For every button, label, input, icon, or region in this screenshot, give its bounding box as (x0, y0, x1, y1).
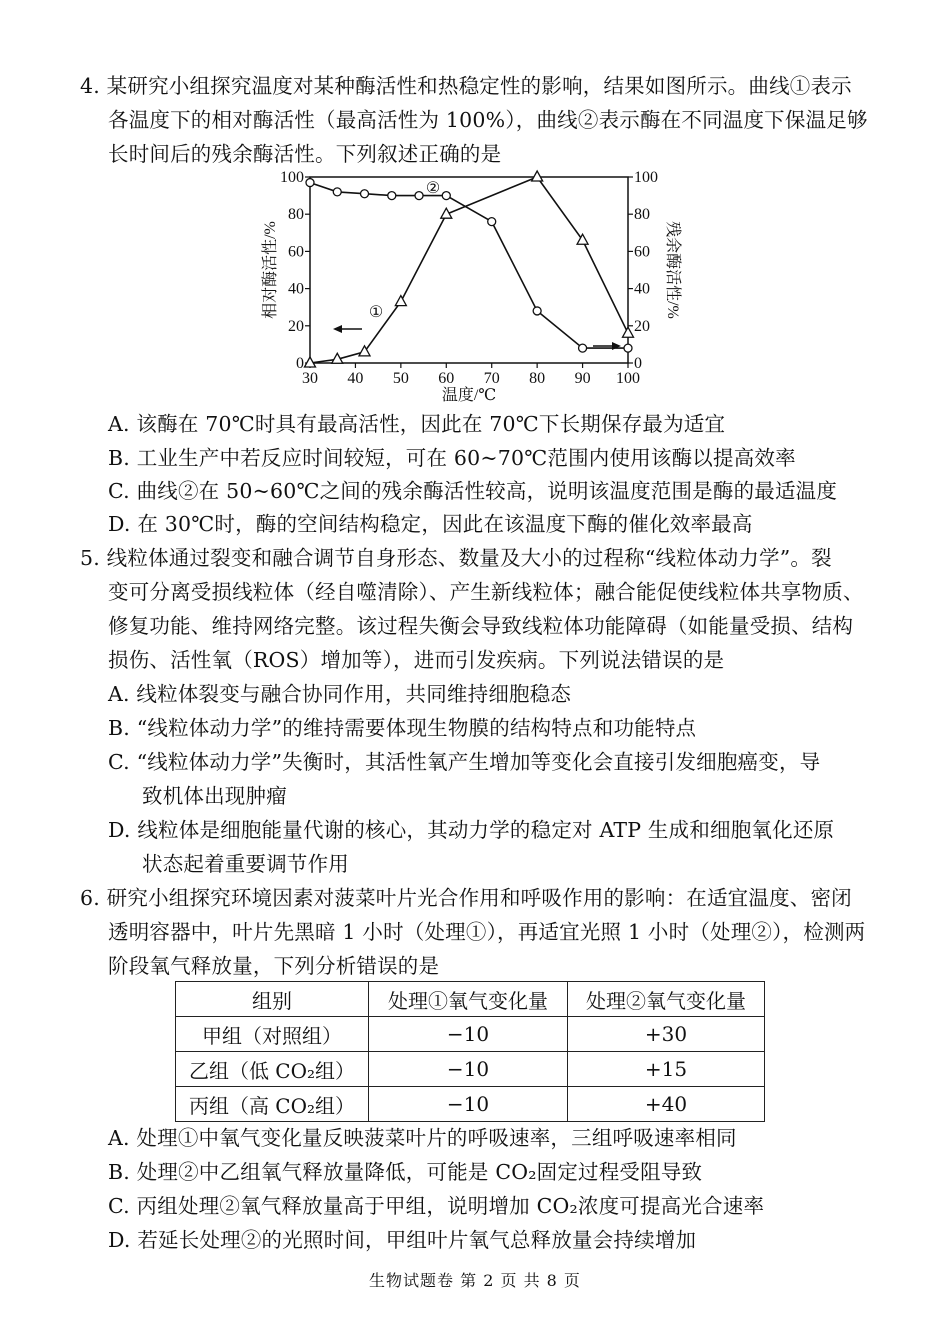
q4-option-d: D. 在 30℃时，酶的空间结构稳定，因此在该温度下酶的催化效率最高 (108, 512, 753, 536)
y-tick-right-label: 20 (634, 317, 650, 335)
table-header: 处理①氧气变化量 (369, 982, 568, 1017)
series-2-point (442, 192, 450, 200)
series-2-line (310, 183, 628, 349)
series-2-point (361, 190, 369, 198)
y-tick-left-label: 100 (280, 169, 304, 186)
x-tick-label: 50 (392, 370, 409, 387)
q6-option-c: C. 丙组处理②氧气释放量高于甲组，说明增加 CO₂浓度可提高光合速率 (108, 1194, 765, 1218)
y-tick-left-label: 80 (288, 206, 304, 224)
q6-stem-line-2: 透明容器中，叶片先黑暗 1 小时（处理①），再适宜光照 1 小时（处理②），检测两 (108, 920, 866, 944)
y-axis-left (280, 169, 310, 372)
q5-stem-line-3: 修复功能、维持网络完整。该过程失衡会导致线粒体功能障碍（如能量受损、结构 (108, 614, 854, 638)
x-tick-label: 90 (574, 370, 591, 387)
series-2-point (388, 192, 396, 200)
series-2-point (624, 344, 632, 352)
q6-option-a: A. 处理①中氧气变化量反映菠菜叶片的呼吸速率，三组呼吸速率相同 (108, 1126, 737, 1150)
series-2-point (533, 307, 541, 315)
q6-option-b: B. 处理②中乙组氧气释放量降低，可能是 CO₂固定过程受阻导致 (108, 1160, 703, 1184)
table-header: 组别 (176, 982, 369, 1017)
enzyme-activity-chart (255, 166, 685, 404)
x-tick-label: 60 (438, 370, 455, 387)
table-header: 处理②氧气变化量 (568, 982, 765, 1017)
x-tick-label: 80 (529, 370, 546, 387)
x-axis-label: 温度/℃ (441, 387, 497, 404)
y-tick-right-label: 60 (634, 243, 650, 261)
q4-option-c: C. 曲线②在 50~60℃之间的残余酶活性较高，说明该温度范围是酶的最适温度 (108, 479, 838, 503)
q4-option-a: A. 该酶在 70℃时具有最高活性，因此在 70℃下长期保存最为适宜 (108, 412, 726, 436)
q5-option-d-cont: 状态起着重要调节作用 (142, 852, 349, 876)
table-row (176, 1052, 765, 1087)
y-axis-right (628, 169, 658, 372)
x-tick-label: 70 (483, 370, 500, 387)
q5-stem-line-1: 5. 线粒体通过裂变和融合调节自身形态、数量及大小的过程称“线粒体动力学”。裂 (80, 546, 832, 570)
table-row (176, 1017, 765, 1052)
q4-stem-line-3: 长时间后的残余酶活性。下列叙述正确的是 (108, 142, 502, 166)
y-tick-right-label: 80 (634, 206, 650, 224)
y-tick-left-label: 0 (296, 355, 304, 372)
series-1-point (532, 171, 543, 181)
x-tick-label: 100 (616, 370, 640, 387)
table-cell: −10 (369, 1052, 568, 1087)
series-2-point (306, 179, 314, 187)
q6-stem-line-1: 6. 研究小组探究环境因素对菠菜叶片光合作用和呼吸作用的影响：在适宜温度、密闭 (80, 886, 852, 910)
table-cell: +30 (568, 1017, 765, 1052)
table-row (176, 1087, 765, 1122)
series-1-point (623, 327, 634, 337)
series-2-label: ② (425, 180, 441, 197)
q5-stem-line-2: 变可分离受损线粒体（经自噬清除）、产生新线粒体；融合能促使线粒体共享物质、 (108, 580, 864, 604)
y-tick-right-label: 100 (634, 169, 658, 186)
table-cell: −10 (369, 1017, 568, 1052)
table-cell: −10 (369, 1087, 568, 1122)
q5-option-c: C. “线粒体动力学”失衡时，其活性氧产生增加等变化会直接引发细胞癌变，导 (108, 750, 821, 774)
q5-stem-line-4: 损伤、活性氧（ROS）增加等），进而引发疾病。下列说法错误的是 (108, 648, 725, 672)
y-tick-right-label: 0 (634, 355, 642, 372)
table-cell: +40 (568, 1087, 765, 1122)
table-cell: 乙组（低 CO₂组） (176, 1052, 369, 1087)
oxygen-table (175, 981, 765, 1122)
series-1-line (310, 177, 628, 363)
series-2-point (415, 192, 423, 200)
q4-option-b: B. 工业生产中若反应时间较短，可在 60~70℃范围内使用该酶以提高效率 (108, 446, 796, 470)
series-1-point (395, 296, 406, 306)
series-1-label: ① (368, 304, 384, 321)
x-tick-label: 40 (347, 370, 364, 387)
y-tick-left-label: 20 (288, 317, 304, 335)
y-axis-left-label: 相对酶活性/% (262, 221, 279, 319)
y-axis-right-label: 残余酶活性/% (664, 221, 681, 319)
table-cell: +15 (568, 1052, 765, 1087)
q5-option-d: D. 线粒体是细胞能量代谢的核心，其动力学的稳定对 ATP 生成和细胞氧化还原 (108, 818, 835, 842)
q4-stem-line-2: 各温度下的相对酶活性（最高活性为 100%），曲线②表示酶在不同温度下保温足够 (108, 108, 868, 132)
left-axis-arrow (333, 325, 362, 333)
table-cell: 丙组（高 CO₂组） (176, 1087, 369, 1122)
series-2-point (333, 188, 341, 196)
y-tick-right-label: 40 (634, 280, 650, 298)
q4-stem-line-1: 4. 某研究小组探究温度对某种酶活性和热稳定性的影响，结果如图所示。曲线①表示 (80, 74, 852, 98)
y-tick-left-label: 60 (288, 243, 304, 261)
y-tick-left-label: 40 (288, 280, 304, 298)
series-2-point (579, 344, 587, 352)
table-cell: 甲组（对照组） (176, 1017, 369, 1052)
x-axis (302, 363, 640, 387)
q6-stem-line-3: 阶段氧气释放量，下列分析错误的是 (108, 954, 440, 978)
q5-option-c-cont: 致机体出现肿瘤 (142, 784, 287, 808)
q5-option-b: B. “线粒体动力学”的维持需要体现生物膜的结构特点和功能特点 (108, 716, 697, 740)
series-2-point (488, 218, 496, 226)
q5-option-a: A. 线粒体裂变与融合协同作用，共同维持细胞稳态 (108, 682, 572, 706)
table-header-row (176, 982, 765, 1017)
x-tick-label: 30 (302, 370, 318, 387)
q6-option-d: D. 若延长处理②的光照时间，甲组叶片氧气总释放量会持续增加 (108, 1228, 697, 1252)
page-footer: 生物试题卷 第 2 页 共 8 页 (369, 1271, 581, 1290)
